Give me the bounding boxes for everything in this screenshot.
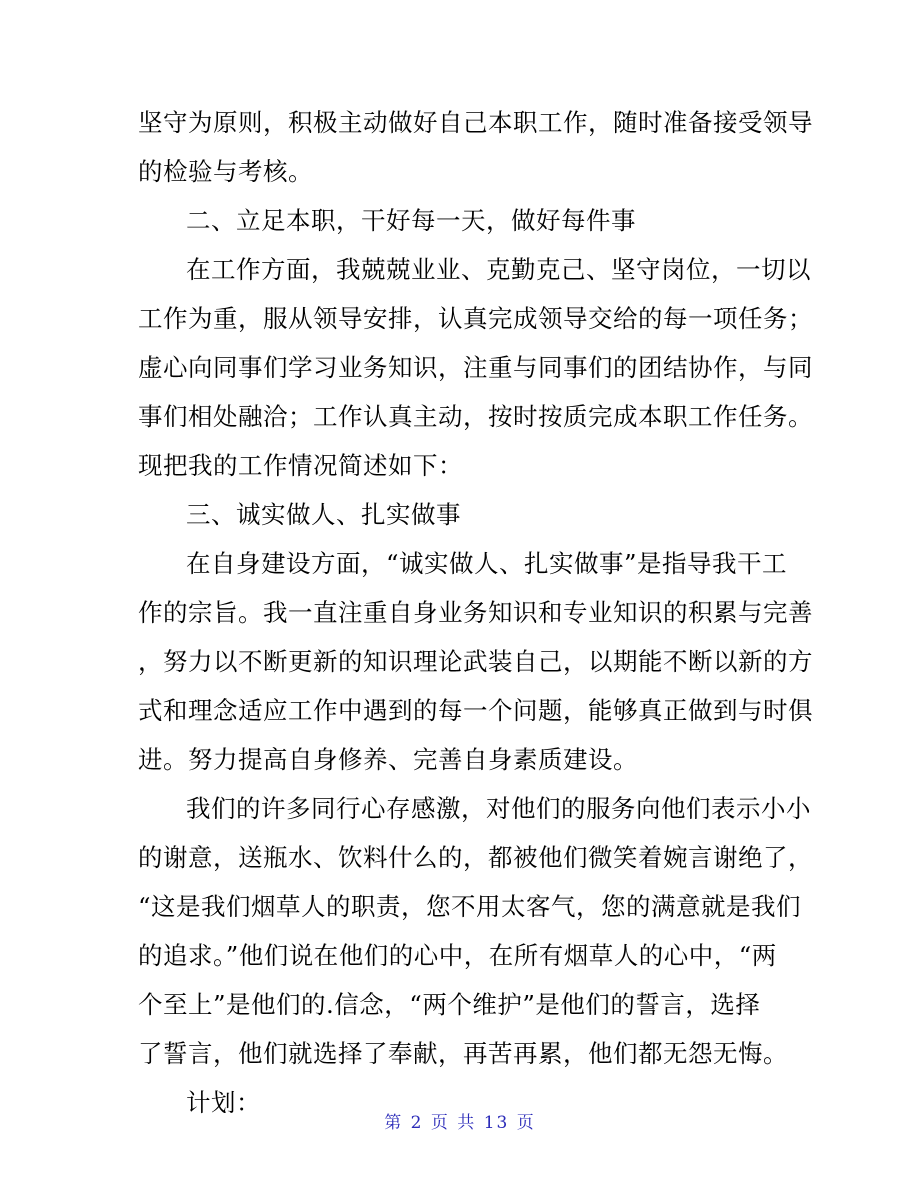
footer-total-pages: 13 <box>483 1113 510 1133</box>
section-heading: 二、立足本职，干好每一天，做好每件事 <box>186 206 636 235</box>
footer-suffix: 页 <box>516 1113 536 1133</box>
page-footer <box>0 1112 920 1134</box>
text-line: 作的宗旨。我一直注重自身业务知识和专业知识的积累与完善 <box>138 598 813 627</box>
text-line: 计划： <box>186 1088 261 1117</box>
text-line: “这是我们烟草人的职责，您不用太客气，您的满意就是我们 <box>138 892 802 921</box>
text-line: ，努力以不断更新的知识理论武装自己，以期能不断以新的方 <box>138 647 813 676</box>
footer-prefix: 第 <box>384 1113 404 1133</box>
text-line: 工作为重，服从领导安排，认真完成领导交给的每一项任务； <box>138 304 813 333</box>
text-line: 在自身建设方面，“诚实做人、扎实做事”是指导我干工 <box>186 549 788 578</box>
section-heading: 三、诚实做人、扎实做事 <box>186 500 461 529</box>
text-line: 虚心向同事们学习业务知识，注重与同事们的团结协作，与同 <box>138 353 813 382</box>
text-line: 的谢意，送瓶水、饮料什么的，都被他们微笑着婉言谢绝了， <box>138 843 813 872</box>
text-line: 个至上”是他们的.信念，“两个维护”是他们的誓言，选择 <box>138 990 761 1019</box>
text-line: 了誓言，他们就选择了奉献，再苦再累，他们都无怨无悔。 <box>138 1039 788 1068</box>
text-line: 我们的许多同行心存感激，对他们的服务向他们表示小小 <box>186 794 811 823</box>
footer-middle: 页 共 <box>430 1113 477 1133</box>
text-line: 事们相处融洽；工作认真主动，按时按质完成本职工作任务。 <box>138 402 813 431</box>
text-line: 的追求。”他们说在他们的心中，在所有烟草人的心中，“两 <box>138 941 777 970</box>
text-line: 的检验与考核。 <box>138 157 313 186</box>
footer-current-page: 2 <box>410 1113 424 1133</box>
text-line: 现把我的工作情况简述如下： <box>138 451 463 480</box>
text-line: 在工作方面，我兢兢业业、克勤克己、坚守岗位，一切以 <box>186 255 811 284</box>
text-line: 进。努力提高自身修养、完善自身素质建设。 <box>138 745 638 774</box>
text-line: 坚守为原则，积极主动做好自己本职工作，随时准备接受领导 <box>138 108 813 137</box>
text-line: 式和理念适应工作中遇到的每一个问题，能够真正做到与时俱 <box>138 696 813 725</box>
